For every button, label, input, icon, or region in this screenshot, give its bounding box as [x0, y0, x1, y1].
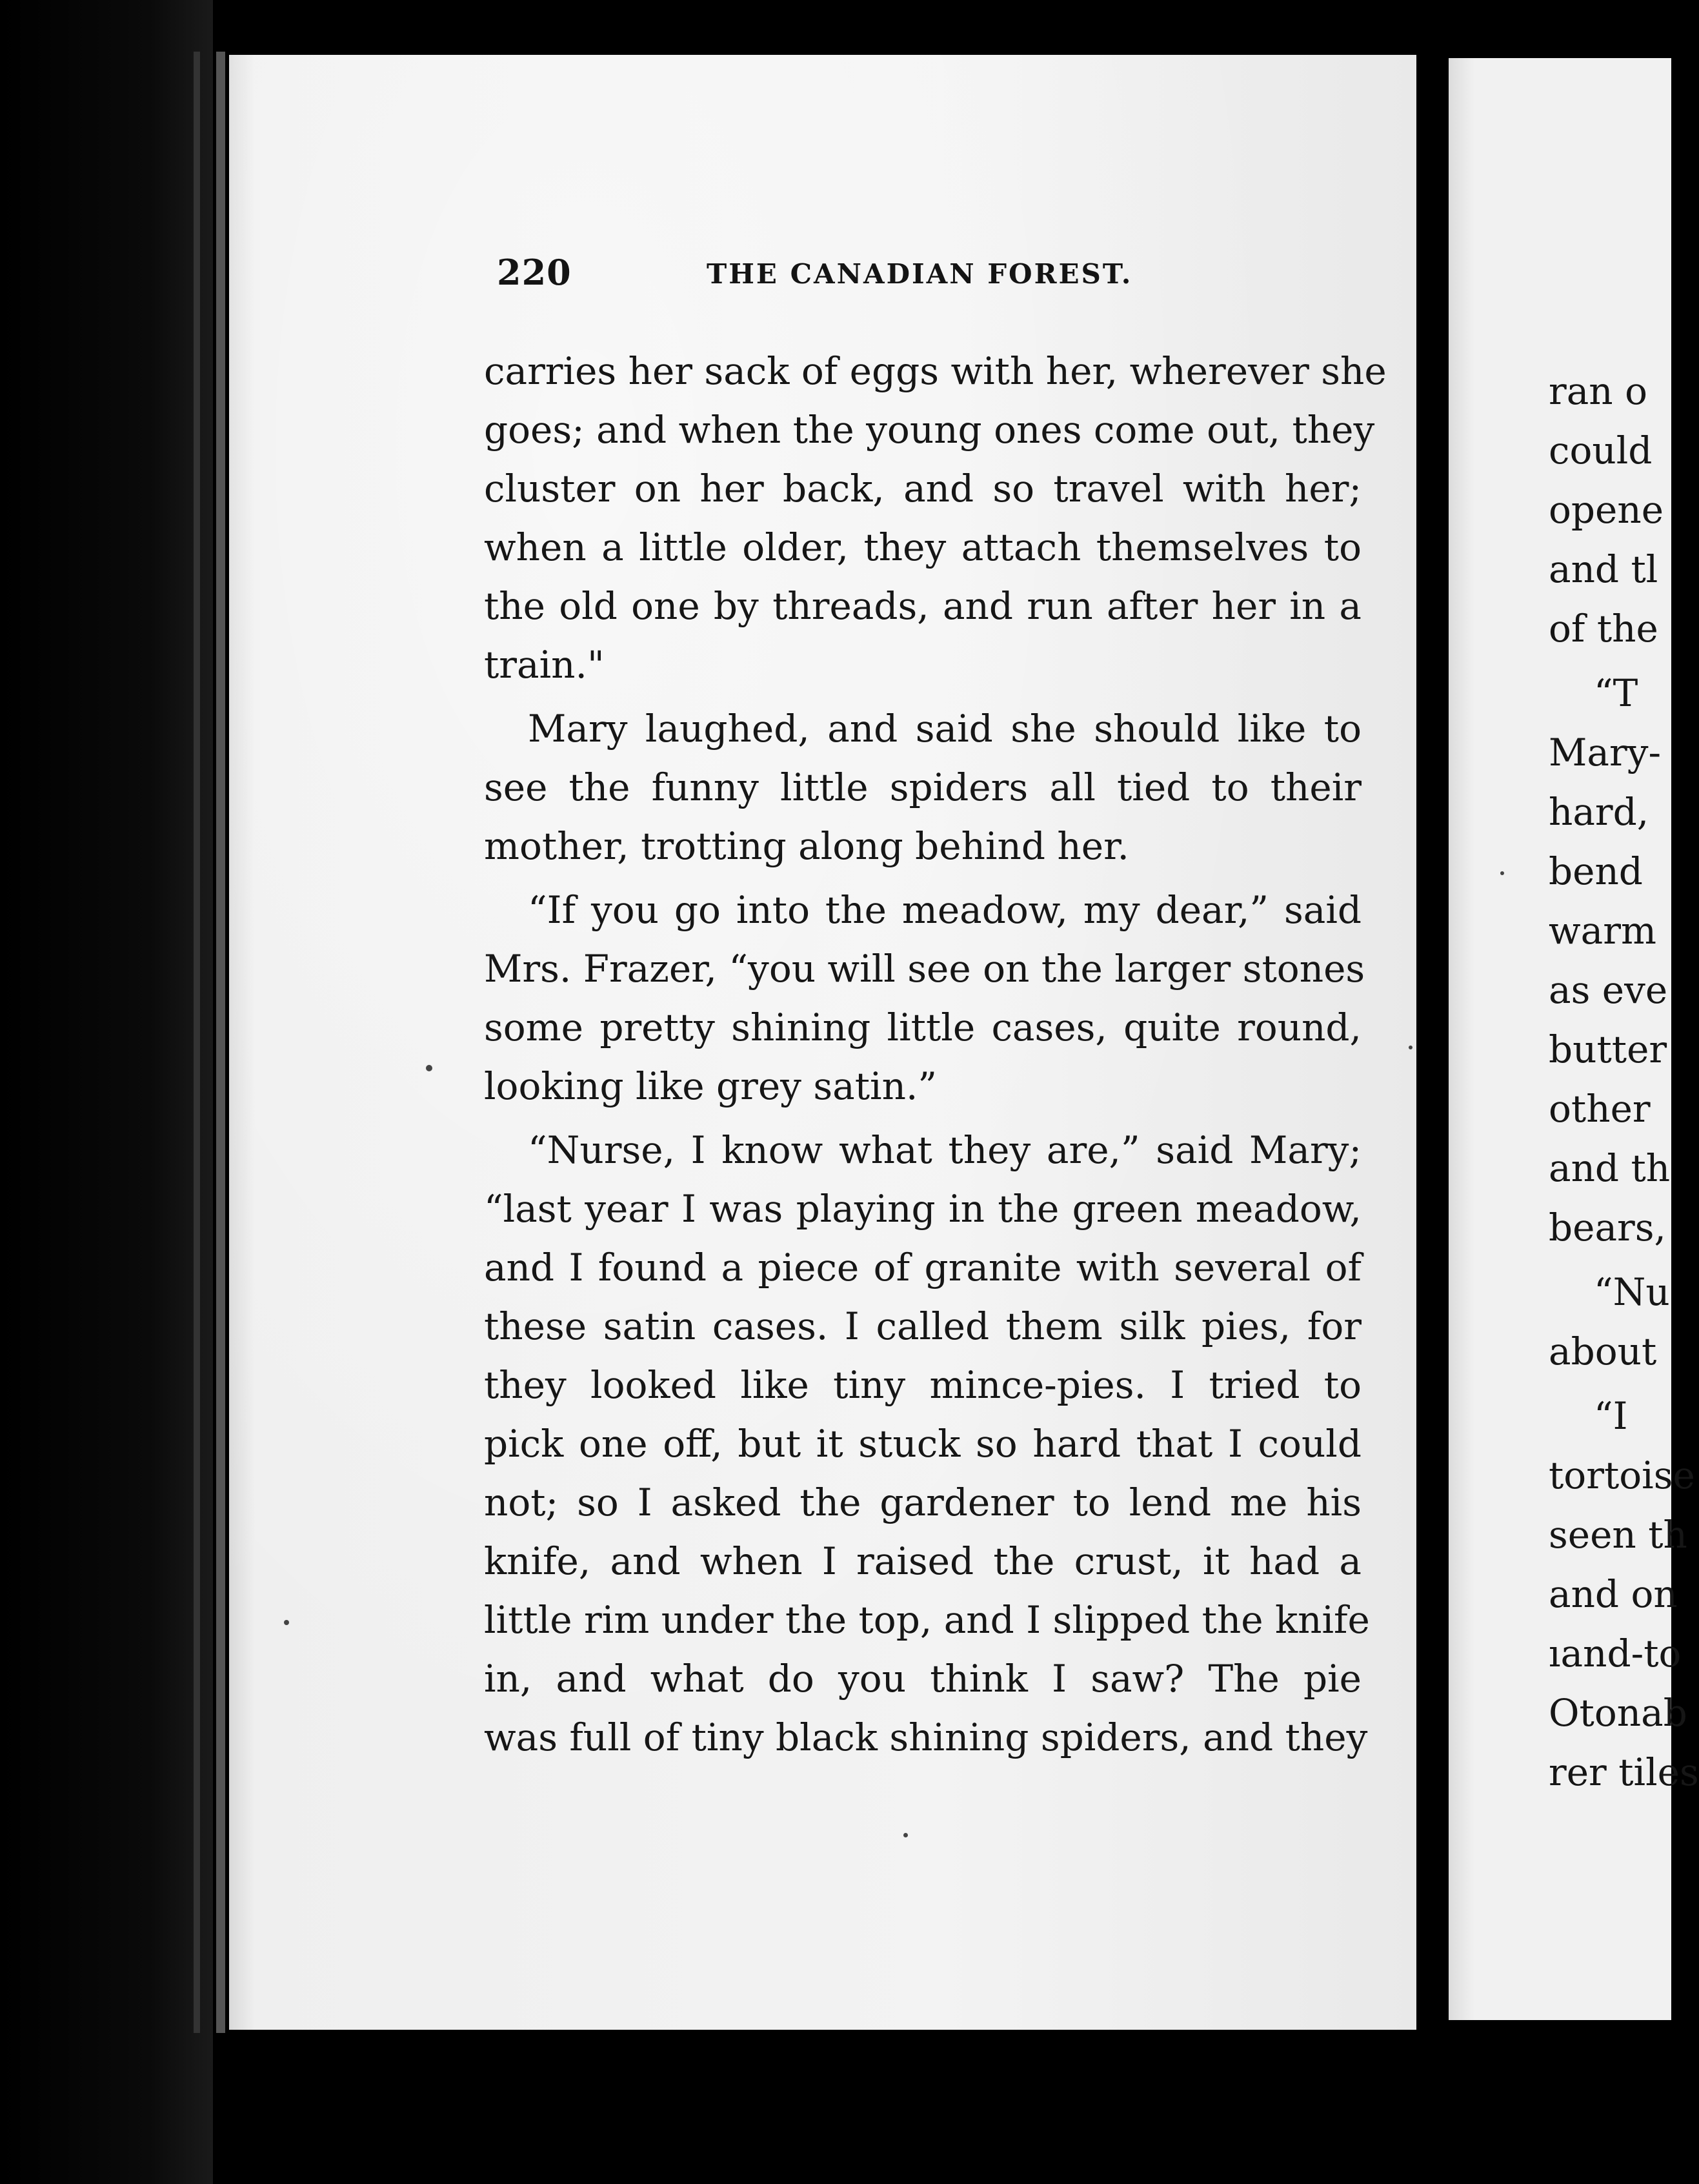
text-line: carries her sack of eggs with her, wherever she [484, 349, 1387, 393]
right-text-line: tortoise [1549, 1453, 1695, 1497]
right-text-line: seen th [1549, 1513, 1687, 1557]
text-line: cluster on her back, and so travel with her; [484, 467, 1362, 511]
paragraph-2 [484, 700, 1362, 876]
book-binding-edge [216, 52, 225, 2033]
scan-speck [903, 1833, 908, 1837]
right-text-line: and tl [1549, 547, 1658, 591]
paragraph-4 [484, 1121, 1370, 1767]
right-text-line: hard, [1549, 790, 1649, 834]
left-page-text [484, 342, 1387, 1772]
text-line: not; so I asked the gardener to lend me his [484, 1481, 1362, 1524]
right-text-line: and on [1549, 1572, 1678, 1616]
text-line: “Nurse, I know what they are,” said Mary; [528, 1128, 1362, 1172]
text-line: mother, trotting along behind her. [484, 824, 1129, 868]
text-line: looking like grey satin.” [484, 1064, 938, 1108]
text-line: they looked like tiny mince-pies. I tried to [484, 1363, 1362, 1407]
right-text-line: opene [1549, 488, 1664, 532]
text-line: Mary laughed, and said she should like to [528, 707, 1362, 751]
running-head: THE CANADIAN FOREST. [707, 258, 1133, 290]
text-line: when a little older, they attach themselves to [484, 525, 1362, 569]
right-text-line: ran o [1549, 369, 1648, 413]
scan-border-left [0, 0, 213, 2184]
text-line: see the funny little spiders all tied to their [484, 765, 1362, 809]
text-line: was full of tiny black shining spiders, and they [484, 1715, 1368, 1759]
right-text-line: about [1549, 1330, 1657, 1373]
right-text-line: ıand-to [1549, 1632, 1682, 1675]
text-line: knife, and when I raised the crust, it had a [484, 1539, 1362, 1583]
right-text-line: rer tiles [1549, 1750, 1699, 1794]
paragraph-1 [484, 342, 1387, 694]
scan-speck [426, 1065, 432, 1071]
right-text-line: and th [1549, 1146, 1671, 1190]
right-text-line: as eve [1549, 968, 1668, 1012]
text-line: these satin cases. I called them silk pies, for [484, 1304, 1362, 1348]
right-text-line: could [1549, 429, 1653, 472]
right-text-line: of the [1549, 607, 1658, 651]
book-binding-shadow [194, 52, 200, 2033]
right-text-line: butter [1549, 1027, 1667, 1071]
text-line: “If you go into the meadow, my dear,” said [528, 888, 1362, 932]
scan-speck [1409, 1046, 1412, 1049]
text-line: Mrs. Frazer, “you will see on the larger stones [484, 947, 1365, 991]
scan-speck [1500, 871, 1504, 875]
right-text-line: Mary- [1549, 731, 1662, 774]
text-line: pick one off, but it stuck so hard that I could [484, 1422, 1362, 1466]
right-text-line: “T [1594, 671, 1638, 715]
right-text-line: “Nu [1594, 1270, 1670, 1314]
text-line: in, and what do you think I saw? The pie [484, 1657, 1362, 1701]
text-line: “last year I was playing in the green meadow, [484, 1187, 1362, 1231]
scan-speck [284, 1620, 289, 1625]
page-header [497, 252, 1168, 310]
text-line: the old one by threads, and run after her in a [484, 584, 1362, 628]
right-text-line: bears, [1549, 1206, 1666, 1249]
right-page-text [1549, 361, 1699, 1802]
text-line: and I found a piece of granite with several of [484, 1246, 1362, 1289]
text-line: train." [484, 643, 605, 687]
right-text-line: warm [1549, 909, 1656, 953]
text-line: goes; and when the young ones come out, they [484, 408, 1375, 452]
right-text-line: Otonab [1549, 1691, 1687, 1735]
page-number: 220 [497, 252, 572, 293]
right-text-line: “I [1594, 1394, 1628, 1438]
right-text-line: other [1549, 1087, 1651, 1131]
text-line: little rim under the top, and I slipped the knife [484, 1598, 1370, 1642]
text-line: some pretty shining little cases, quite round, [484, 1006, 1362, 1049]
paragraph-3 [484, 881, 1365, 1116]
right-text-line: bend [1549, 849, 1643, 893]
